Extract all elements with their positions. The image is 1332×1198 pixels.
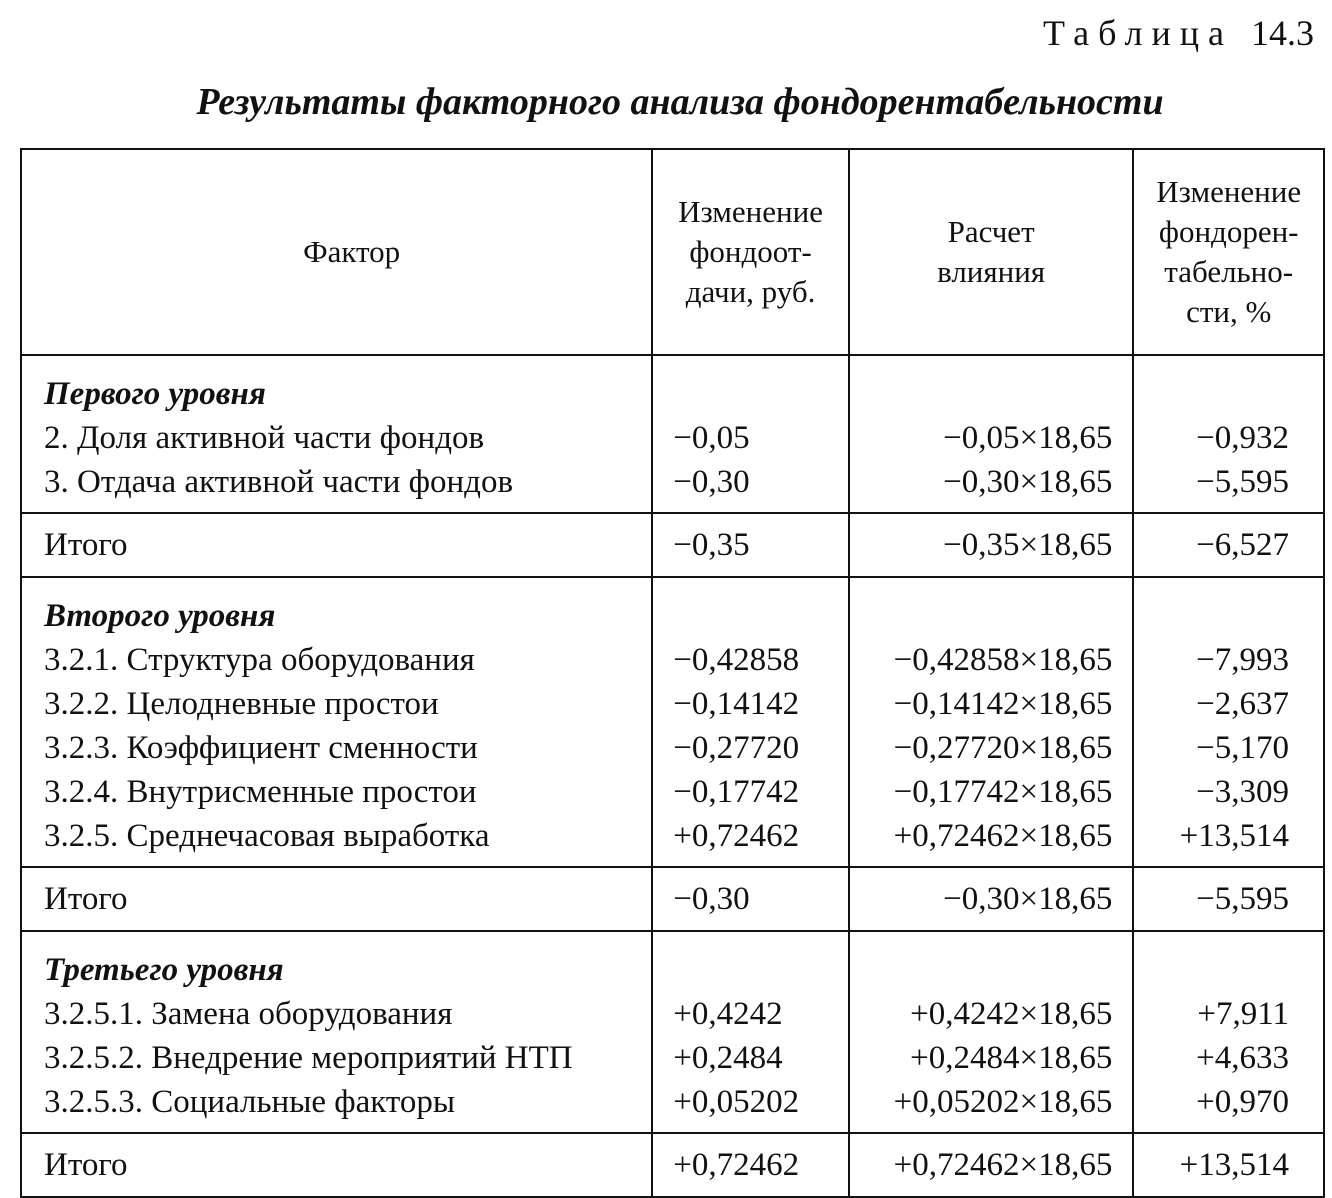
section-row xyxy=(21,931,1324,1133)
header-change-profit-line: Изменение xyxy=(1156,174,1302,209)
row-value: +13,514 xyxy=(1179,818,1289,854)
row-value: −0,42858×18,65 xyxy=(893,642,1113,678)
row-value: −0,17742 xyxy=(673,774,800,810)
section-row xyxy=(21,577,1324,867)
row-value: +0,4242 xyxy=(673,996,783,1032)
row-value: −0,27720×18,65 xyxy=(893,730,1113,766)
section-row xyxy=(21,355,1324,513)
spacer xyxy=(1134,594,1289,638)
total-change-output-cell: +0,72462 xyxy=(652,1133,849,1197)
total-row xyxy=(21,513,1324,577)
row-value: −0,27720 xyxy=(673,730,800,766)
row-value: +7,911 xyxy=(1197,996,1289,1032)
row-value: 3.2.1. Структура оборудования xyxy=(44,642,475,678)
total-calc-cell: −0,30×18,65 xyxy=(849,867,1134,931)
row-value: −5,170 xyxy=(1196,730,1289,766)
caption-number: 14.3 xyxy=(1251,13,1314,53)
header-change-output-line: дачи, руб. xyxy=(685,274,816,309)
level-heading: Первого уровня xyxy=(44,376,266,412)
row-value: −5,595 xyxy=(1196,464,1289,500)
row-value: +0,72462×18,65 xyxy=(893,818,1113,854)
row-value: −0,42858 xyxy=(673,642,800,678)
header-factor: Фактор xyxy=(21,149,652,355)
total-row xyxy=(21,867,1324,931)
header-change-profit-line: табельно- xyxy=(1164,254,1294,289)
calc-cell xyxy=(849,355,1134,513)
row-value: 3.2.5.1. Замена оборудования xyxy=(44,996,453,1032)
spacer xyxy=(1134,372,1289,416)
row-value: 3. Отдача активной части фондов xyxy=(44,464,514,500)
factor-cell xyxy=(21,931,652,1133)
row-value: −0,14142×18,65 xyxy=(893,686,1113,722)
row-value: −0,05×18,65 xyxy=(943,420,1113,456)
total-change-output-cell: −0,35 xyxy=(652,513,849,577)
calc-cell xyxy=(849,931,1134,1133)
header-calc xyxy=(849,149,1134,355)
row-value: 3.2.3. Коэффициент сменности xyxy=(44,730,478,766)
total-change-profit-cell: +13,514 xyxy=(1133,1133,1324,1197)
spacer xyxy=(1134,948,1289,992)
header-change-output xyxy=(652,149,849,355)
level-heading: Третьего уровня xyxy=(44,952,284,988)
row-value: +0,970 xyxy=(1196,1084,1289,1120)
total-change-output-cell: −0,30 xyxy=(652,867,849,931)
header-change-output-line: фондоот- xyxy=(689,234,812,269)
factor-cell xyxy=(21,355,652,513)
factor-cell xyxy=(21,577,652,867)
row-value: +0,2484 xyxy=(673,1040,783,1076)
change-output-cell xyxy=(652,931,849,1133)
header-calc-line: Расчет xyxy=(947,214,1035,249)
row-value: −0,30 xyxy=(673,464,750,500)
row-value: −0,17742×18,65 xyxy=(893,774,1113,810)
row-value: −3,309 xyxy=(1196,774,1289,810)
row-value: 3.2.2. Целодневные простои xyxy=(44,686,439,722)
row-value: −0,30×18,65 xyxy=(943,464,1113,500)
header-calc-line: влияния xyxy=(937,254,1046,289)
factor-analysis-table xyxy=(20,148,1325,1198)
row-value: −2,637 xyxy=(1196,686,1289,722)
total-calc-cell: +0,72462×18,65 xyxy=(849,1133,1134,1197)
table-caption xyxy=(1043,12,1314,54)
spacer xyxy=(673,372,848,416)
spacer xyxy=(850,948,1113,992)
header-change-output-line: Изменение xyxy=(678,194,823,229)
header-change-profit-line: сти, % xyxy=(1186,294,1272,329)
total-factor-cell: Итого xyxy=(21,1133,652,1197)
row-value: +4,633 xyxy=(1196,1040,1289,1076)
total-change-profit-cell: −5,595 xyxy=(1133,867,1324,931)
row-value: +0,05202×18,65 xyxy=(893,1084,1113,1120)
change-output-cell xyxy=(652,355,849,513)
row-value: 3.2.5. Среднечасовая выработка xyxy=(44,818,490,854)
table-body xyxy=(21,355,1324,1197)
spacer xyxy=(850,594,1113,638)
caption-word: Таблица xyxy=(1043,13,1233,53)
row-value: +0,4242×18,65 xyxy=(910,996,1113,1032)
header-change-profit-line: фондорен- xyxy=(1158,214,1299,249)
spacer xyxy=(850,372,1113,416)
row-value: +0,2484×18,65 xyxy=(910,1040,1113,1076)
row-value: +0,72462 xyxy=(673,818,800,854)
total-factor-cell: Итого xyxy=(21,867,652,931)
row-value: 3.2.5.3. Социальные факторы xyxy=(44,1084,456,1120)
spacer xyxy=(673,948,848,992)
row-value: −7,993 xyxy=(1196,642,1289,678)
change-output-cell xyxy=(652,577,849,867)
table-title: Результаты факторного анализа фондорентабельности xyxy=(196,81,1164,123)
row-value: 3.2.5.2. Внедрение мероприятий НТП xyxy=(44,1040,573,1076)
change-profit-cell xyxy=(1133,577,1324,867)
change-profit-cell xyxy=(1133,931,1324,1133)
row-value: −0,05 xyxy=(673,420,750,456)
change-profit-cell xyxy=(1133,355,1324,513)
header-change-profit xyxy=(1133,149,1324,355)
row-value: +0,05202 xyxy=(673,1084,800,1120)
total-factor-cell: Итого xyxy=(21,513,652,577)
row-value: −0,932 xyxy=(1196,420,1289,456)
row-value: −0,14142 xyxy=(673,686,800,722)
total-calc-cell: −0,35×18,65 xyxy=(849,513,1134,577)
header-row xyxy=(21,149,1324,355)
level-heading: Второго уровня xyxy=(44,598,276,634)
spacer xyxy=(673,594,848,638)
row-value: 3.2.4. Внутрисменные простои xyxy=(44,774,477,810)
total-change-profit-cell: −6,527 xyxy=(1133,513,1324,577)
row-value: 2. Доля активной части фондов xyxy=(44,420,485,456)
calc-cell xyxy=(849,577,1134,867)
total-row xyxy=(21,1133,1324,1197)
